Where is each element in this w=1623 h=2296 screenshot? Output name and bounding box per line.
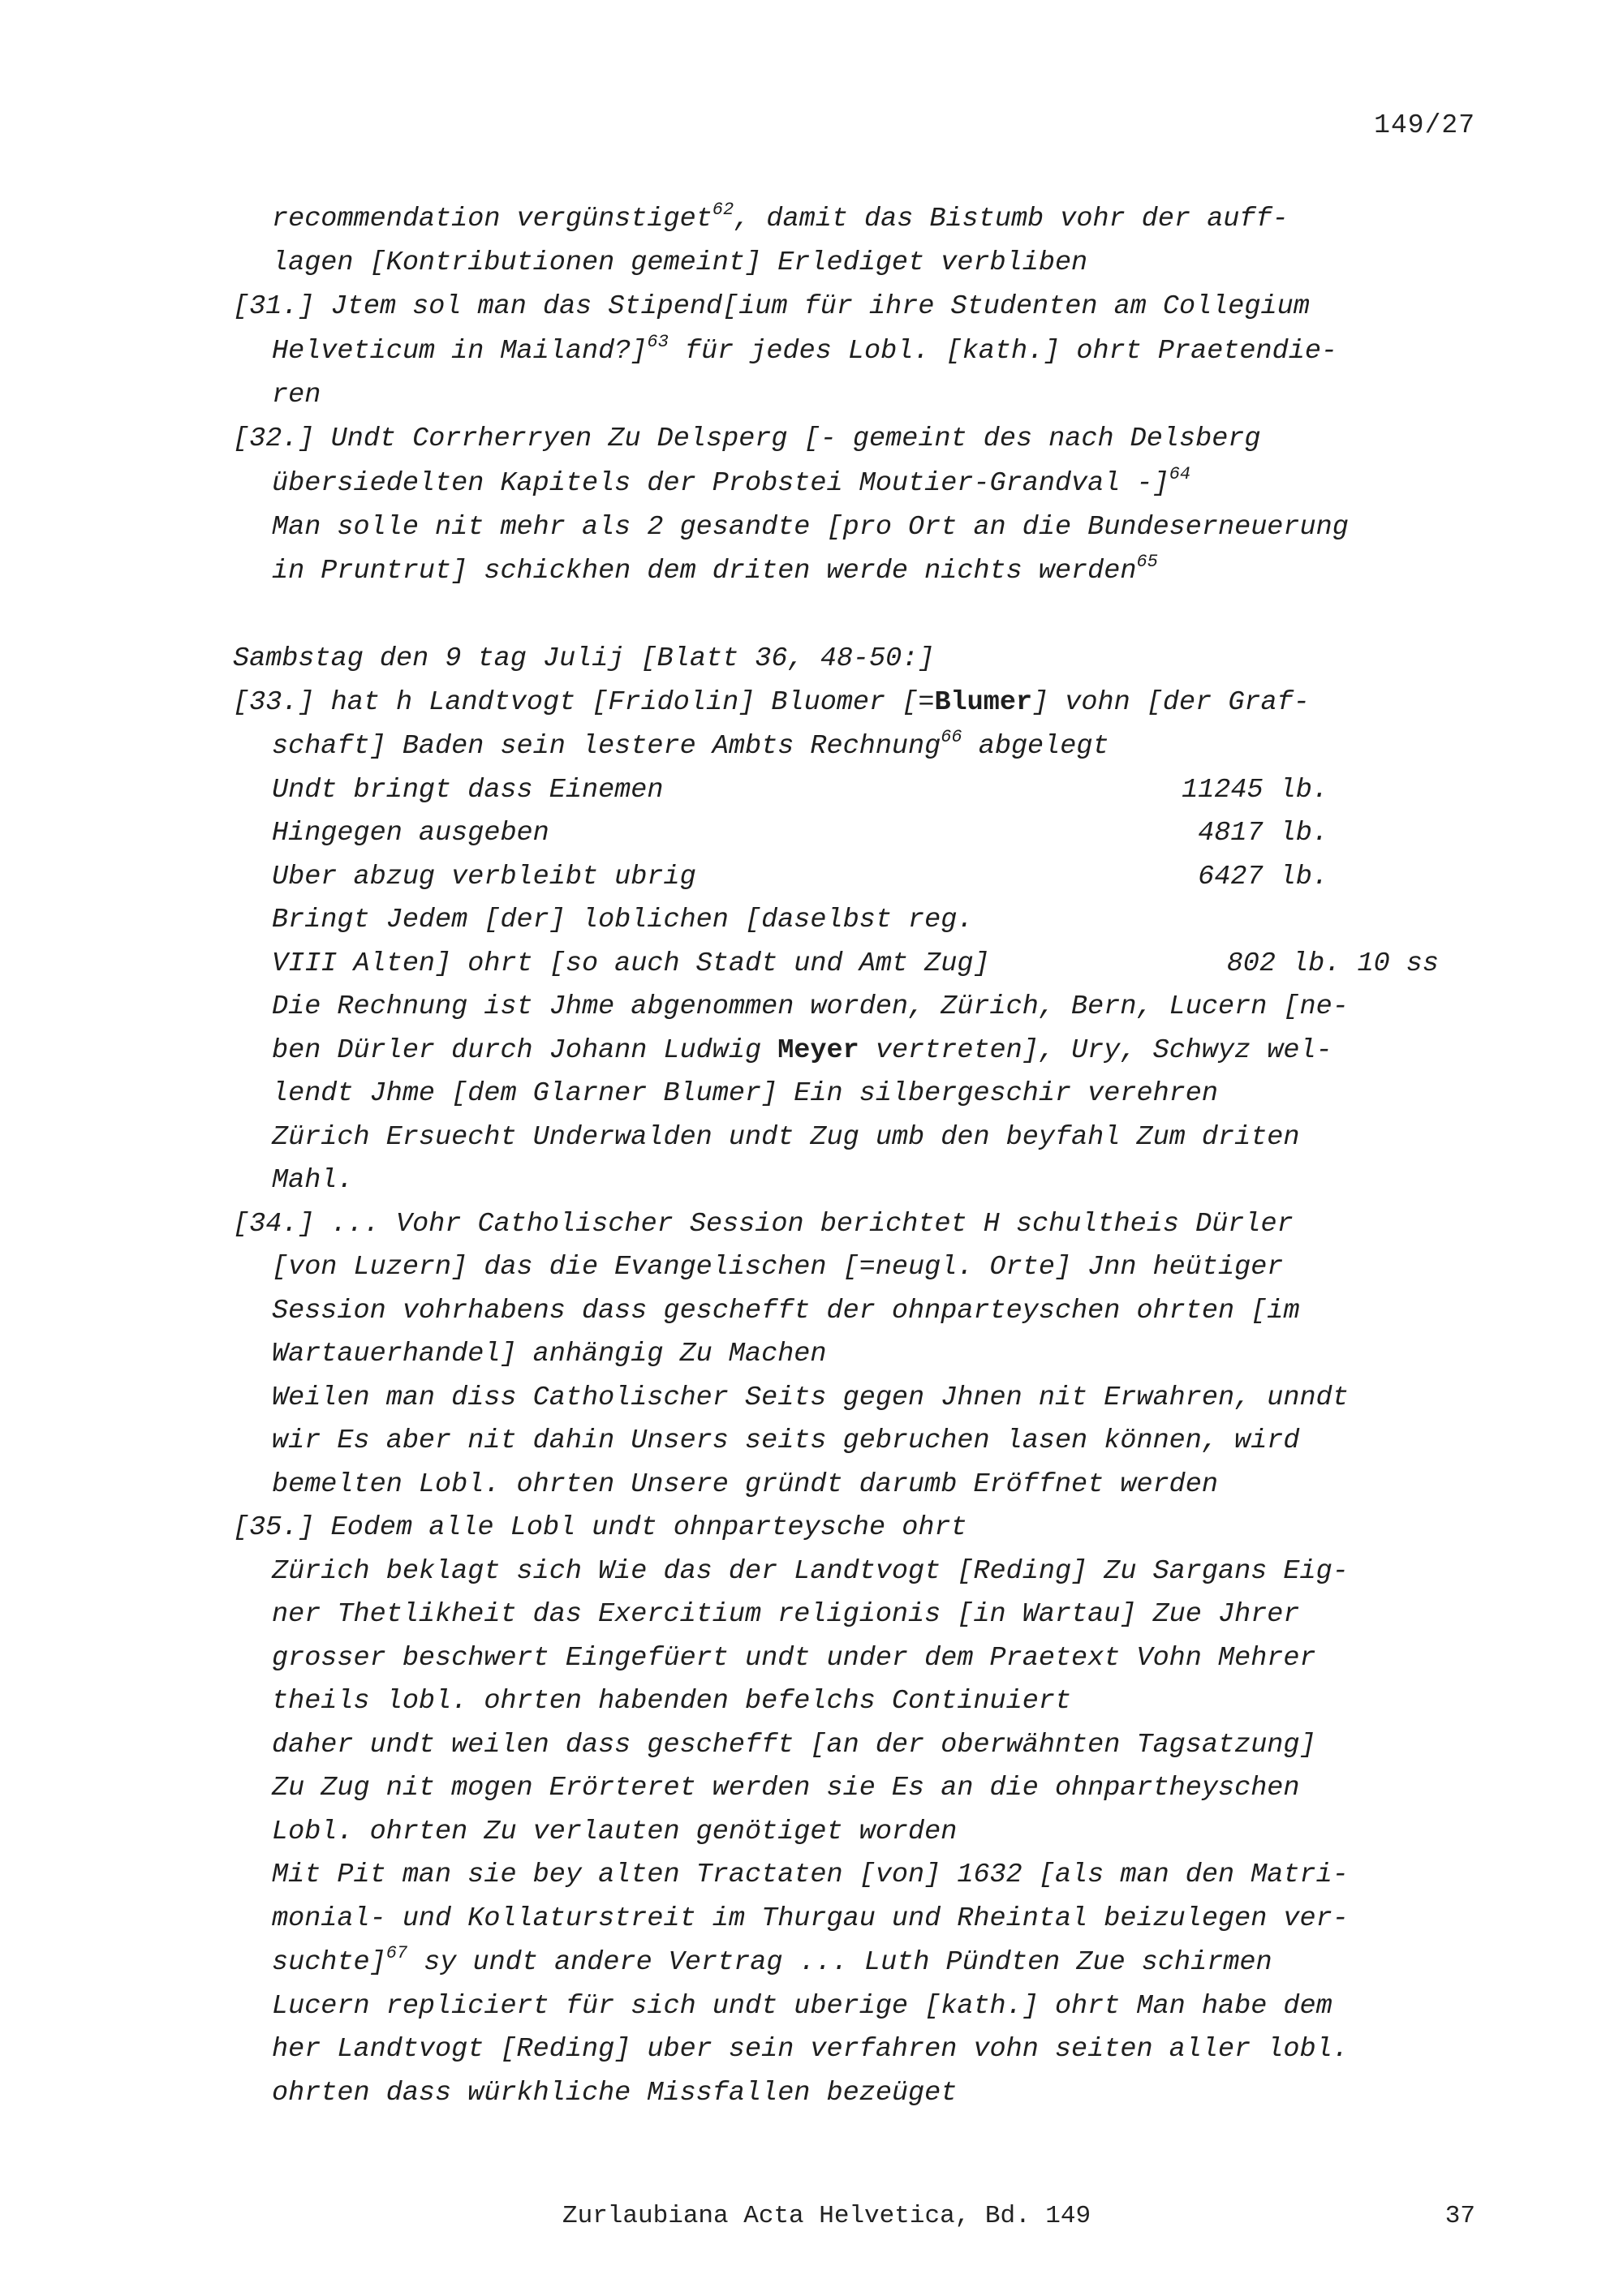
footnote-ref: 64 [1169,464,1191,484]
text-line: suchte]$^{67}$ sy undt andere Vertrag ... Luth Pündten Zue schirmen [272,1943,1272,1978]
text-line: Die Rechnung ist Jhme abgenommen worden, Zürich, Bern, Lucern [ne- [272,991,1349,1022]
text-line: grosser beschwert Eingefüert undt under dem Praetext Vohn Mehrer [272,1643,1316,1674]
account-amount: 802 lb. 10 ss [1226,948,1439,979]
text-line: Mit Pit man sie bey alten Tractaten [von] 1632 [als man den Matri- [272,1860,1349,1890]
footer-title: Zurlaubiana Acta Helvetica, Bd. 149 [562,2202,1091,2230]
text-line: [32.] Undt Corrherryen Zu Delsperg [- gemeint des nach Delsberg [233,424,1261,454]
text-line: her Landtvogt [Reding] uber sein verfahren vohn seiten aller lobl. [272,2034,1349,2065]
text-line: Wartauerhandel] anhängig Zu Machen [272,1339,827,1369]
text-line: Zu Zug nit mogen Erörteret werden sie Es an die ohnpartheyschen [272,1773,1300,1804]
text-line: ren [272,380,321,411]
text-line: [von Luzern] das die Evangelischen [=neugl. Orte] Jnn heütiger [272,1252,1284,1283]
footnote-ref: 63 [647,332,669,352]
account-amount: 4817 lb. [1198,818,1328,849]
text-line: Helveticum in Mailand?]$^{63}$ für jedes Lobl. [kath.] ohrt Praetendie- [272,332,1338,367]
text-line: Weilen man diss Catholischer Seits gegen Jhnen nit Erwahren, unndt [272,1382,1349,1413]
text-line: theils lobl. ohrten habenden befelchs Continuiert [272,1686,1072,1717]
text-line: Mahl. [272,1165,354,1196]
text-line: Session vohrhabens dass geschefft der ohnparteyschen ohrten [im [272,1296,1300,1326]
account-amount: 11245 lb. [1182,775,1328,806]
text-line: Zürich Ersuecht Underwalden undt Zug umb den beyfahl Zum driten [272,1122,1300,1153]
account-amount: 6427 lb. [1198,862,1328,892]
account-line: Uber abzug verbleibt ubrig [272,862,696,892]
footer-page-number: 37 [1444,2202,1475,2230]
page-reference: 149/27 [1374,110,1475,140]
account-line: Hingegen ausgeben [272,818,549,849]
text-line: Lobl. ohrten Zu verlauten genötiget worden [272,1817,958,1847]
text-line: Lucern repliciert für sich undt uberige [kath.] ohrt Man habe dem [272,1991,1332,2022]
footnote-ref: 62 [712,200,734,220]
text-line: ner Thetlikheit das Exercitium religionis [in Wartau] Zue Jhrer [272,1599,1300,1630]
name-emphasis: Blumer [934,687,1033,718]
text-line: recommendation vergünstiget$^{62}$, damit das Bistumb vohr der auff- [272,200,1289,234]
text-line: Zürich beklagt sich Wie das der Landtvogt [Reding] Zu Sargans Eig- [272,1556,1349,1587]
name-emphasis: Meyer [777,1035,859,1066]
text-line: lagen [Kontributionen gemeint] Erlediget verbliben [272,247,1088,278]
text-line: ohrten dass würkhliche Missfallen bezeüget [272,2078,958,2109]
account-line: Undt bringt dass Einemen [272,775,664,806]
footnote-ref: 65 [1136,552,1158,572]
text-line: [31.] Jtem sol man das Stipend[ium für ihre Studenten am Collegium [233,291,1310,322]
text-line: wir Es aber nit dahin Unsers seits gebruchen lasen können, wird [272,1425,1300,1456]
text-line: [35.] Eodem alle Lobl undt ohnparteysche ohrt [233,1512,967,1543]
text-line: übersiedelten Kapitels der Probstei Moutier-Grandval -]$^{64}$ [272,464,1191,499]
text-line: in Pruntrut] schickhen dem driten werde nichts werden$^{65}$ [272,552,1158,587]
section-date-heading: Sambstag den 9 tag Julij [Blatt 36, 48-50:] [233,643,935,674]
footnote-ref: 66 [941,727,962,747]
text-line: [34.] ... Vohr Catholischer Session berichtet H schultheis Dürler [233,1209,1294,1240]
text-line: Man solle nit mehr als 2 gesandte [pro Ort an die Bundeserneuerung [272,512,1349,543]
footnote-ref: 67 [385,1943,408,1963]
account-line: Bringt Jedem [der] loblichen [daselbst reg. [272,905,974,935]
account-line: VIII Alten] ohrt [so auch Stadt und Amt Zug] [272,948,990,979]
text-line: lendt Jhme [dem Glarner Blumer] Ein silbergeschir verehren [272,1078,1218,1109]
text-line: schaft] Baden sein lestere Ambts Rechnung$^{66}$ abgelegt [272,727,1109,762]
text-line: ben Dürler durch Johann Ludwig Meyer vertreten], Ury, Schwyz wel- [272,1035,1332,1066]
text-line: monial- und Kollaturstreit im Thurgau und Rheintal beizulegen ver- [272,1903,1349,1934]
text-line: daher undt weilen dass geschefft [an der oberwähnten Tagsatzung] [272,1730,1316,1761]
text-line: [33.] hat h Landtvogt [Fridolin] Bluomer [=Blumer] vohn [der Graf- [233,687,1310,718]
text-line: bemelten Lobl. ohrten Unsere gründt darumb Eröffnet werden [272,1469,1218,1500]
